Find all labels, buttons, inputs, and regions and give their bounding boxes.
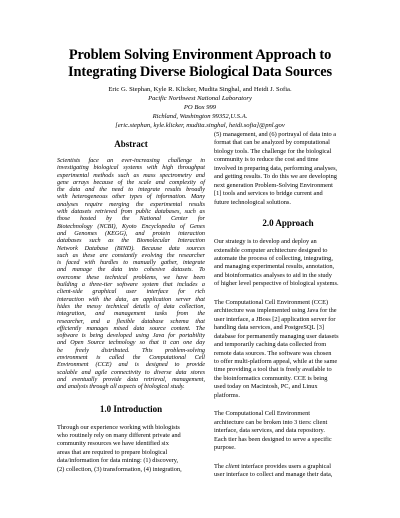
abstract-line: and manage the data into cohesive datasets. To	[57, 267, 205, 274]
abstract-line: and Open Source technology so that it can one day	[57, 340, 205, 347]
left-column	[57, 138, 205, 474]
abstract-line: client-side graphical user interface for rich	[57, 289, 205, 296]
approach-line: Each tier has been designed to serve a specific	[214, 435, 332, 443]
right-column	[214, 131, 362, 479]
abstract-line: experimental methods such as mass spectrometry and	[57, 172, 205, 179]
abstract-line: Biotechnology (NCBI), Kyoto Encyclopedia of Genes	[57, 223, 205, 230]
approach-line: purpose.	[214, 444, 236, 452]
abstract-line: Network Database (BIND). Because data sources	[57, 245, 205, 252]
approach-line: of higher level perspective of biological systems.	[214, 280, 339, 288]
approach-line: The Computational Cell Environment	[214, 410, 311, 418]
approach-line: interface, data services, and data repository.	[214, 427, 325, 435]
abstract-line: those hosted by the National Center for	[57, 216, 205, 223]
approach-line: database for permanently managing user datasets	[214, 332, 339, 340]
approach-line: to offer multi-platform appeal, while at the same	[214, 357, 338, 365]
approach-paragraph-2	[214, 299, 362, 400]
abstract-line: and eventually provide data retrieval, management,	[57, 376, 205, 383]
abstract-line: databases such as the Biomolecular Interaction	[57, 238, 205, 245]
abstract-line: analyses require merging the experimental results	[57, 201, 205, 208]
approach-line: architecture can be broken into 3 tiers: client	[214, 418, 328, 426]
approach-line: automate the process of collecting, integrating,	[214, 254, 333, 262]
intro-cont-line: format that can be analyzed by computational	[214, 139, 330, 147]
intro-line: (2) collection, (3) transformation, (4) integration,	[57, 465, 182, 473]
paper-title-line-1: Problem Solving Environment Approach to	[68, 47, 332, 63]
approach-line: the bioinformatics community. CCE is being	[214, 374, 328, 382]
introduction-body	[57, 424, 205, 475]
approach-line: and managing experimental results, annotation,	[214, 263, 335, 271]
abstract-line: and Genomes (KEGG), and protein interaction	[57, 230, 205, 237]
intro-line: data/information for data mining: (1) discovery,	[57, 457, 179, 465]
approach-line: extensible computer architecture designed to	[214, 246, 328, 254]
abstract-line: overcome these technical problems, we have been	[57, 274, 205, 281]
abstract-line: interaction with the data, an application server that	[57, 296, 205, 303]
approach-line: architecture was implemented using Java for the	[214, 307, 337, 315]
approach-line: platforms.	[214, 391, 240, 399]
author-names: Eric G. Stephan, Kyle R. Klicker, Mudita Singhal, and Heidi J. Sofia.	[108, 86, 292, 93]
approach-line: remote data sources. The software was chosen	[214, 349, 332, 357]
abstract-line: environment is called the Computational Cell	[57, 355, 205, 362]
abstract-line: efficiently manages mixed data source content. The	[57, 325, 205, 332]
approach-line: and temporarily caching data collected from	[214, 341, 327, 349]
intro-line: Through our experience working with biologists	[57, 423, 180, 431]
approach-line: time providing a tool that is freely available to	[214, 366, 332, 374]
intro-continuation	[214, 131, 362, 207]
abstract-line: hides the messy technical details of data collection,	[57, 303, 205, 310]
approach-heading: 2.0 Approach	[262, 218, 314, 229]
intro-cont-line: future technological solutions.	[214, 198, 291, 206]
approach-paragraph-1	[214, 238, 362, 289]
approach-line: The client interface provides users a graphical	[214, 462, 331, 470]
abstract-body	[57, 158, 205, 392]
approach-line: used today on Macintosh, PC, and Linux	[214, 383, 318, 391]
abstract-line: the data and the need to integrate results broadly	[57, 187, 205, 194]
intro-line: areas that are required to prepare biological	[57, 448, 168, 456]
approach-line: user interface, a JBoss [2] application server for	[214, 315, 336, 323]
abstract-line: such as these are constantly evolving the researcher	[57, 252, 205, 259]
author-emails: [eric.stephan, kyle.klicker, mudita.singhal, heidi.sofia]@pnl.gov	[115, 122, 285, 129]
intro-cont-line: involved in preparing data, performing analyses,	[214, 164, 338, 172]
abstract-line: investigating biological systems with high throughput	[57, 165, 205, 172]
intro-line: who routinely rely on many different private and	[57, 431, 181, 439]
intro-cont-line: and getting results. To do this we are developing	[214, 173, 337, 181]
approach-line: handling data services, and PostgreSQL [3]	[214, 324, 325, 332]
abstract-line: is faced with hurdles to manually gather, integrate	[57, 260, 205, 267]
intro-cont-line: biology tools. The challenge for the biological	[214, 147, 332, 155]
abstract-line: scalable and agile connectivity to diverse data stores	[57, 369, 205, 376]
abstract-heading: Abstract	[114, 139, 148, 149]
abstract-line: be freely distributed. This problem-solving	[57, 347, 205, 354]
abstract-line: Scientists face an ever-increasing challenge in	[57, 158, 205, 164]
abstract-line: and analysis through all aspects of biological study.	[57, 384, 185, 391]
abstract-line: software is being developed using Java for portability	[57, 333, 205, 340]
approach-paragraph-3	[214, 410, 362, 452]
abstract-line: researcher, and a flexible database schema that	[57, 318, 205, 325]
approach-line: The Computational Cell Environment (CCE)	[214, 298, 329, 306]
introduction-heading: 1.0 Introduction	[99, 403, 163, 414]
intro-cont-line: next generation Problem-Solving Environment	[214, 181, 333, 189]
abstract-line: with heterogeneous other types of information. Many	[57, 194, 205, 201]
affiliation: Pacific Northwest National Laboratory	[148, 95, 252, 102]
approach-line: and bioinformatics analyses to aid in the study	[214, 271, 332, 279]
abstract-line: integration, and management tasks from the	[57, 311, 205, 318]
intro-cont-line: [1] tools and services to bridge current and	[214, 190, 323, 198]
intro-cont-line: (5) management, and (6) portrayal of data into a	[214, 131, 337, 138]
approach-line: user interface to collect and manage their data,	[214, 470, 333, 478]
approach-paragraph-4	[214, 463, 362, 480]
address-line-2: Richland, Washington 99352,U.S.A.	[152, 113, 248, 120]
abstract-line: with datasets retrieved from public databases, such as	[57, 209, 205, 216]
address-line-1: PO Box 999	[183, 104, 217, 111]
abstract-line: Environment (CCE) and is designed to provide	[57, 362, 205, 369]
abstract-line: gene arrays because of the scale and complexity of	[57, 179, 205, 186]
abstract-line: building a three-tier software system that includes a	[57, 282, 205, 289]
approach-line: Our strategy is to develop and deploy an	[214, 238, 317, 246]
intro-cont-line: community is to reduce the cost and time	[214, 156, 319, 164]
intro-line: community resources we have identified six	[57, 440, 169, 448]
author-block	[30, 85, 370, 130]
paper-title-line-2: Integrating Diverse Biological Data Sources	[67, 64, 333, 80]
